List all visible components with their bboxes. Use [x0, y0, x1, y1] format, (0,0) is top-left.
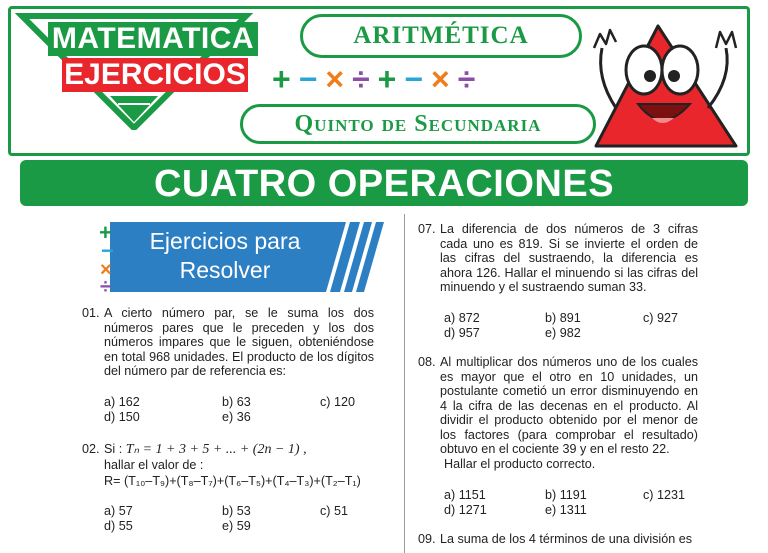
option: e) 1311 [545, 503, 587, 517]
question-text: A cierto número par, se le suma los dos números pares que le preceden y los dos números impares que le siguen, obteniéndose en total 968 unidades. El producto de los dígitos del número par de referencia es: [104, 306, 374, 378]
minus-icon: − [404, 61, 431, 97]
question-number: 09. [418, 532, 436, 546]
option: d) 1271 [444, 503, 487, 517]
question-expression: R= (T₁₀–T₉)+(T₈–T₇)+(T₆–T₅)+(T₄–T₃)+(T₂–T₁) [104, 474, 361, 488]
question-text: Al multiplicar dos números uno de los cuales es mayor que el otro en 10 unidades, un postulante cometió un error disminuyendo en 4 la cifra de las decenas en el producto. Al dividir el producto obtenido por el menor de los factores (para comprobar el resultado) obtuvo en el cociente 39 y en el resto 22. [440, 355, 698, 456]
logo-line-ejercicios: EJERCICIOS [62, 58, 248, 92]
logo-line-matematica: MATEMATICA [48, 22, 258, 56]
times-icon: × [325, 61, 353, 97]
svg-text:÷: ÷ [100, 276, 111, 294]
question-text-2: Hallar el producto correcto. [444, 456, 596, 471]
option: a) 872 [444, 311, 480, 325]
question-09 [418, 532, 698, 547]
question-number: 02. [82, 442, 100, 456]
svg-text:+: + [99, 220, 112, 245]
option: b) 63 [222, 395, 251, 409]
column-divider [404, 214, 405, 553]
grade-label: Quinto de Secundaria [294, 111, 542, 137]
operators-row [272, 62, 602, 96]
option: c) 1231 [643, 488, 686, 502]
question-text: La diferencia de dos números de 3 cifras cada uno es 819. Si se invierte el orden de las cifras del sustraendo, la diferencia es ahora 126. Hallar el minuendo si las cifras del minuendo y el sustraendo suman 33. [440, 222, 698, 294]
formula: Tₙ = 1 + 3 + 5 + ... + (2n − 1) , [125, 442, 307, 457]
question-number: 08. [418, 355, 436, 369]
option: e) 36 [222, 410, 251, 424]
question-07 [418, 222, 698, 295]
option: a) 57 [104, 504, 133, 518]
subject-label: ARITMÉTICA [353, 22, 529, 49]
plus-icon: + [377, 61, 405, 97]
option: c) 51 [320, 504, 348, 518]
page-title: CUATRO OPERACIONES [153, 163, 615, 205]
plus-icon: + [272, 61, 299, 97]
option: d) 55 [104, 519, 133, 533]
divide-icon: ÷ [457, 61, 484, 97]
question-prefix: Si : [104, 442, 123, 456]
option: c) 927 [643, 311, 679, 325]
option: e) 59 [222, 519, 251, 533]
option: d) 957 [444, 326, 480, 340]
question-number: 01. [82, 306, 100, 320]
option: d) 150 [104, 410, 140, 424]
option: b) 53 [222, 504, 251, 518]
minus-icon: − [298, 61, 326, 97]
option: a) 162 [104, 395, 140, 409]
times-icon: × [431, 61, 458, 97]
question-number: 07. [418, 222, 436, 236]
question-08 [418, 355, 698, 471]
option: c) 120 [320, 395, 356, 409]
section-title-line2: Resolver [179, 257, 271, 283]
option: b) 891 [545, 311, 581, 325]
question-text: hallar el valor de : [104, 457, 204, 472]
question-01 [82, 306, 374, 379]
question-02 [82, 442, 382, 489]
triangle-mascot-icon [586, 8, 746, 156]
divide-icon: ÷ [352, 61, 378, 97]
option: a) 1151 [444, 488, 486, 502]
question-text: La suma de los 4 términos de una división es [440, 532, 693, 546]
option: e) 982 [545, 326, 581, 340]
option: b) 1191 [545, 488, 587, 502]
svg-text:×: × [100, 259, 112, 281]
svg-text:−: − [101, 238, 114, 263]
section-title-line1: Ejercicios para [149, 228, 301, 254]
